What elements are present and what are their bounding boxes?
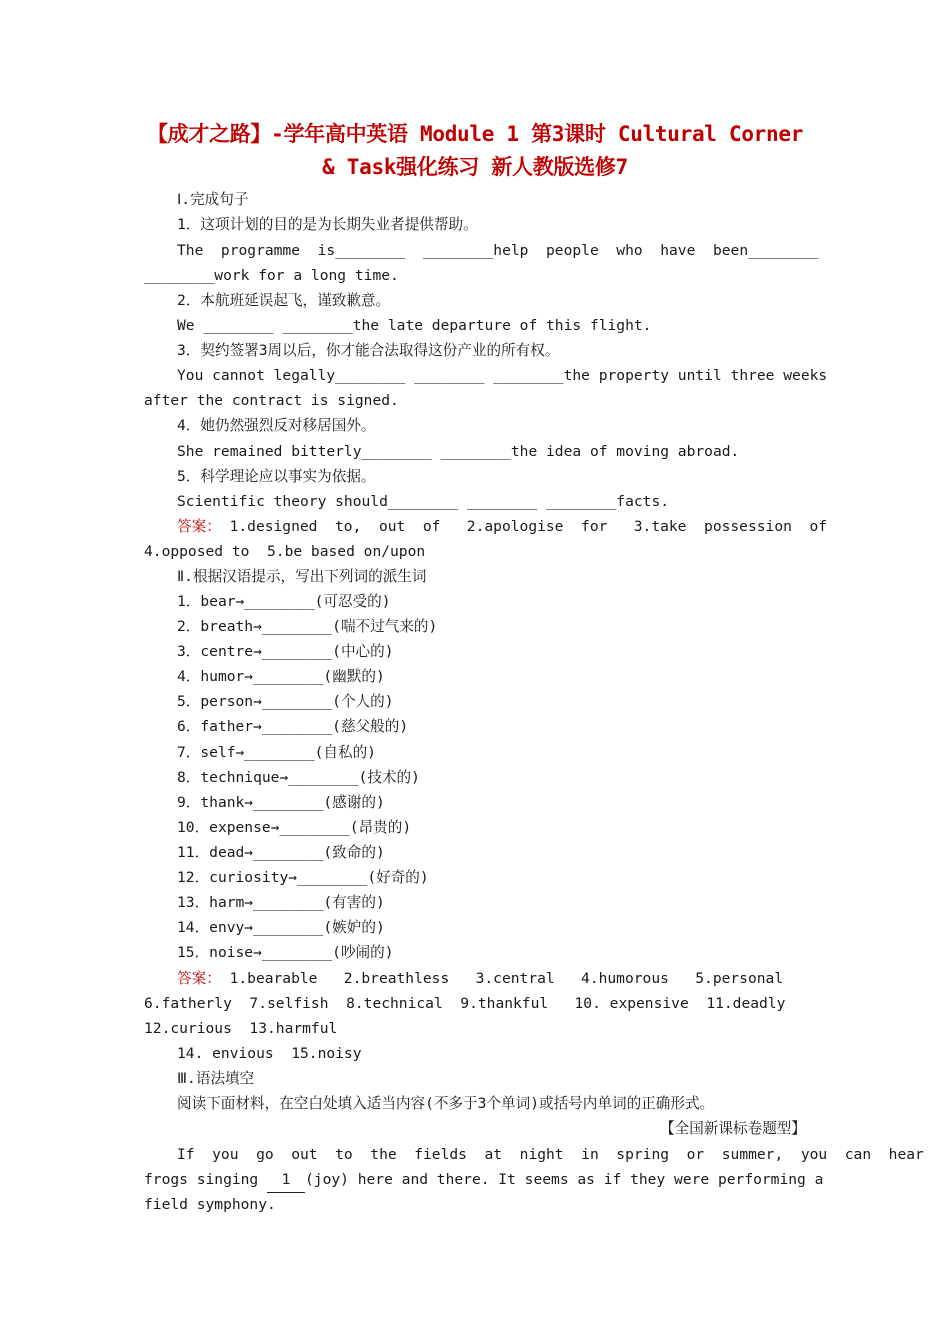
s2-item-10: 10．expense→________(昂贵的) [177, 819, 412, 836]
s1-answer-line1 [177, 514, 828, 539]
s1-q1-english-line2: ________work for a long time. [144, 267, 399, 284]
s2-item-15: 15．noise→________(吵闹的) [177, 944, 394, 961]
s2-item-9: 9．thank→________(感谢的) [177, 794, 385, 811]
s2-item-14: 14．envy→________(嫉妒的) [177, 919, 385, 936]
s2-item-13: 13．harm→________(有害的) [177, 894, 385, 911]
s2-item-11: 11．dead→________(致命的) [177, 844, 385, 861]
blank-1[interactable]: 1 [267, 1167, 305, 1193]
s2-item-12: 12．curiosity→________(好奇的) [177, 869, 429, 886]
s3-paragraph-line2 [144, 1167, 824, 1192]
section-3-heading: Ⅲ.语法填空 [177, 1070, 255, 1087]
s1-answer-text: 1.designed to, out of 2.apologise for 3.take possession of [220, 518, 828, 535]
s2-answer-line3: 12.curious 13.harmful [144, 1020, 338, 1037]
s2-answer-line4: 14. envious 15.noisy [177, 1045, 362, 1062]
s3-line2-end: (joy) here and there. It seems as if they were performing a [305, 1171, 824, 1188]
s2-item-7: 7．self→________(自私的) [177, 744, 376, 761]
s1-q1-chinese: 1．这项计划的目的是为长期失业者提供帮助。 [177, 216, 478, 233]
s2-answer-text: 1.bearable 2.breathless 3.central 4.humorous 5.personal [220, 970, 784, 987]
s2-item-5: 5．person→________(个人的) [177, 693, 394, 710]
s3-paragraph-line3: field symphony. [144, 1196, 276, 1213]
s1-q2-chinese: 2．本航班延误起飞，谨致歉意。 [177, 292, 391, 309]
s1-q2-english-line1: We ________ ________the late departure of this flight. [177, 317, 652, 334]
section-2-heading: Ⅱ.根据汉语提示，写出下列词的派生词 [177, 568, 427, 585]
s1-q3-english-line2: after the contract is signed. [144, 392, 399, 409]
s1-q5-english-line1: Scientific theory should________ ________ ________facts. [177, 493, 670, 510]
s1-q3-chinese: 3．契约签署3周以后，你才能合法取得这份产业的所有权。 [177, 342, 560, 359]
section-1-heading: Ⅰ.完成句子 [177, 191, 249, 208]
s1-answer-label: 答案： [177, 518, 221, 535]
document-title [144, 118, 806, 184]
s3-instruction: 阅读下面材料，在空白处填入适当内容(不多于3个单词)或括号内单词的正确形式。 [177, 1095, 715, 1112]
s1-q4-chinese: 4．她仍然强烈反对移居国外。 [177, 417, 376, 434]
s1-q4-english-line1: She remained bitterly________ ________the idea of moving abroad. [177, 443, 740, 460]
s2-item-3: 3．centre→________(中心的) [177, 643, 394, 660]
s2-item-2: 2．breath→________(喘不过气来的) [177, 618, 438, 635]
title-line-1: 【成才之路】-学年高中英语 Module 1 第3课时 Cultural Corner [146, 122, 804, 146]
s1-q3-english-line1: You cannot legally________ ________ ________the property until three weeks [177, 367, 828, 384]
s3-source-tag: 【全国新课标卷题型】 [660, 1120, 806, 1137]
s1-answer-line2: 4.opposed to 5.be based on/upon [144, 543, 426, 560]
s2-answer-line1 [177, 966, 806, 991]
s2-item-6: 6．father→________(慈父般的) [177, 718, 409, 735]
s2-answer-line2: 6.fatherly 7.selfish 8.technical 9.thankful 10. expensive 11.deadly [144, 995, 786, 1012]
s1-q5-chinese: 5．科学理论应以事实为依据。 [177, 468, 376, 485]
s2-item-1: 1．bear→________(可忍受的) [177, 593, 391, 610]
s3-paragraph-line1: If you go out to the fields at night in spring or summer, you can hear [177, 1146, 924, 1163]
s2-item-8: 8．technique→________(技术的) [177, 769, 420, 786]
title-line-2: & Task强化练习 新人教版选修7 [322, 155, 628, 179]
s3-line2-start: frogs singing [144, 1171, 268, 1188]
s2-answer-label: 答案： [177, 970, 221, 987]
s1-q1-english-line1: The programme is________ ________help people who have been________ [177, 242, 819, 259]
s2-item-4: 4．humor→________(幽默的) [177, 668, 385, 685]
